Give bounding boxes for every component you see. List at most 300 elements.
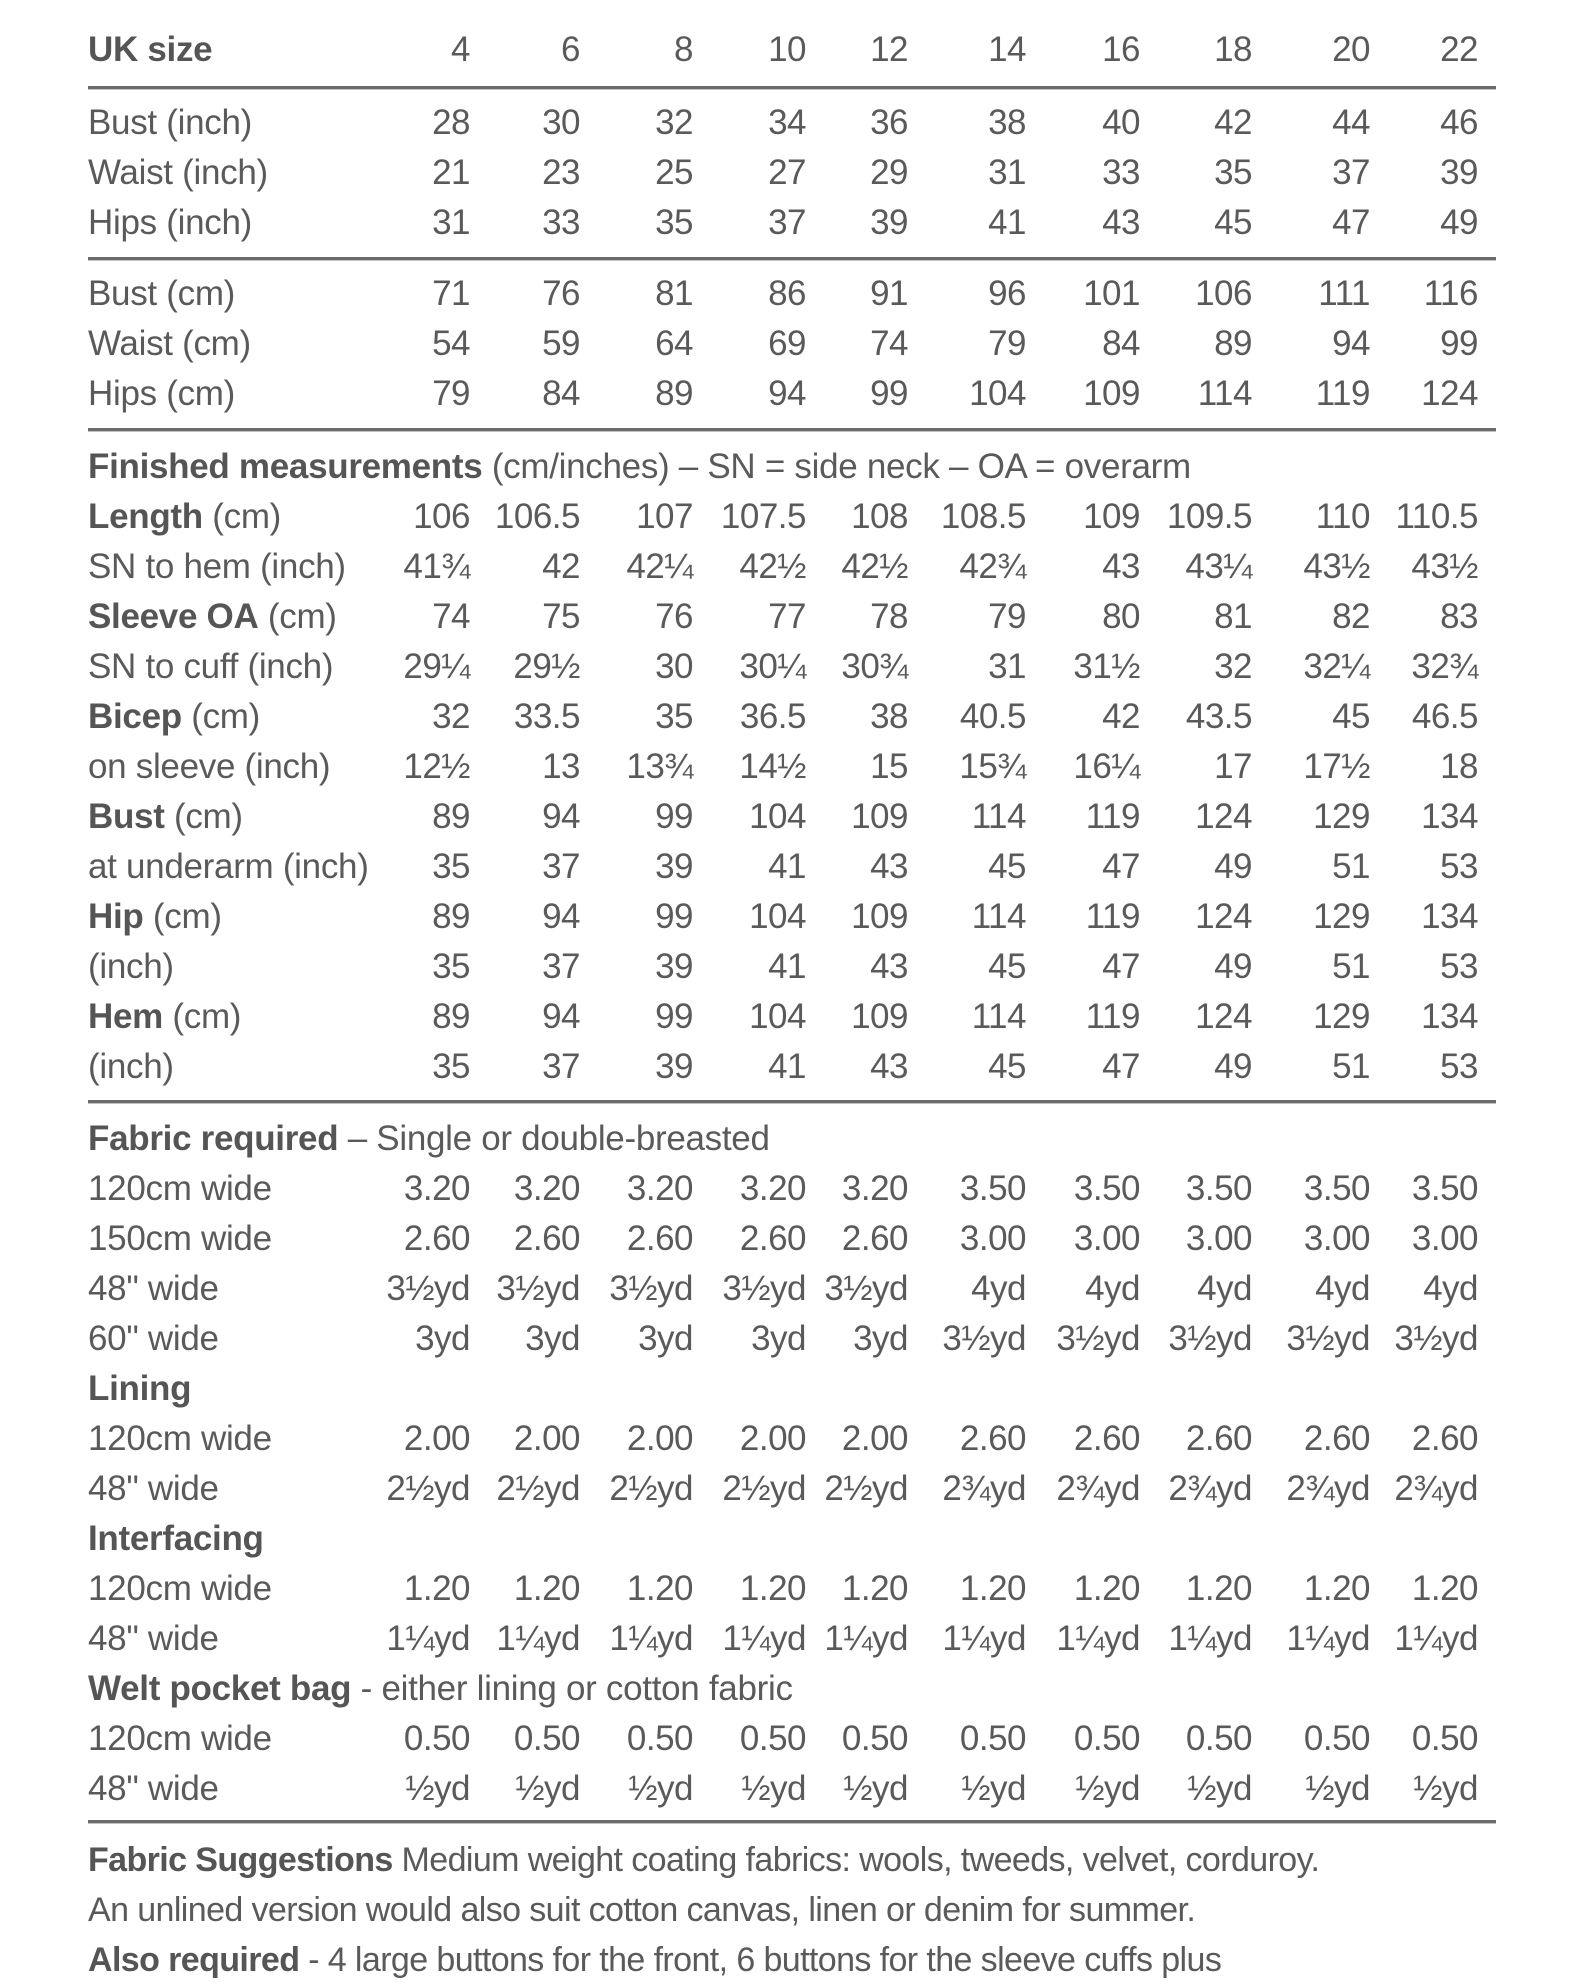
value-cell: 3.20 [739,1169,806,1208]
row-label [88,198,252,248]
value-cell: 4yd [971,1269,1026,1308]
value-cell: 41¾ [403,547,470,586]
value-cell: 71 [432,274,470,313]
value-cell: 39 [655,1047,693,1086]
row-label-text: SN to cuff (inch) [88,647,334,686]
interfacing-heading [88,1514,264,1564]
value-cell: 51 [1332,947,1370,986]
value-cell: 45 [988,947,1026,986]
value-cell: 1¼yd [386,1619,470,1658]
value-cell: ½yd [1075,1769,1140,1808]
value-cell: 119 [1085,997,1140,1036]
welt-title: Welt pocket bag [88,1669,352,1708]
value-cell: 2½yd [496,1469,580,1508]
fabric-suggestions [88,1835,1508,1885]
value-cell: 1.20 [1411,1569,1478,1608]
finished-measurements-heading [88,442,1191,492]
value-cell: 3.00 [1073,1219,1140,1258]
row-label [88,98,252,148]
value-cell: 31½ [1073,647,1140,686]
value-cell: 2½yd [609,1469,693,1508]
value-cell: 33 [1102,153,1140,192]
value-cell: 2.60 [959,1419,1026,1458]
value-cell: 119 [1085,897,1140,936]
value-cell: 0.50 [1185,1719,1252,1758]
value-cell: 109 [1083,497,1140,536]
value-cell: ½yd [1305,1769,1370,1808]
value-cell: 2½yd [722,1469,806,1508]
row-label-text: at underarm (inch) [88,847,369,886]
value-cell: 3.20 [841,1169,908,1208]
finished-title: Finished measurements [88,447,483,486]
value-cell: 44 [1332,103,1370,142]
value-cell: 0.50 [403,1719,470,1758]
value-cell: 2¾yd [1286,1469,1370,1508]
row-label [88,892,222,942]
value-cell: 33.5 [513,697,580,736]
finished-measurement-row [88,542,1498,592]
row-label-text: Hips (inch) [88,203,252,242]
value-cell: 30¼ [739,647,806,686]
value-cell: 0.50 [959,1719,1026,1758]
row-label [88,992,241,1042]
row-label-bold: Bust [88,797,165,836]
value-cell: 31 [432,203,470,242]
value-cell: 3yd [751,1319,806,1358]
value-cell: 89 [432,797,470,836]
row-label [88,492,281,542]
value-cell: 109 [851,797,908,836]
finished-measurement-row [88,1042,1498,1092]
value-cell: 110 [1315,497,1370,536]
size-cell: 22 [1440,30,1478,69]
row-label-text: 120cm wide [88,1719,272,1758]
value-cell: 13¾ [626,747,693,786]
also-required-title: Also required [88,1941,300,1979]
value-cell: 47 [1102,947,1140,986]
row-label-text: (cm) [202,497,282,536]
welt-pocket-row [88,1764,1498,1814]
value-cell: 2.60 [841,1219,908,1258]
value-cell: 47 [1102,847,1140,886]
value-cell: 40.5 [959,697,1026,736]
value-cell: 39 [1440,153,1478,192]
value-cell: 43 [870,847,908,886]
value-cell: 2¾yd [1168,1469,1252,1508]
row-label [88,692,260,742]
value-cell: 134 [1421,997,1478,1036]
value-cell: 42 [1102,697,1140,736]
value-cell: 101 [1083,274,1140,313]
value-cell: 0.50 [739,1719,806,1758]
value-cell: 3½yd [609,1269,693,1308]
value-cell: 17 [1214,747,1252,786]
value-cell: 1.20 [1185,1569,1252,1608]
value-cell: 1¼yd [1056,1619,1140,1658]
body-cm-row [88,319,1498,369]
value-cell: 49 [1214,947,1252,986]
value-cell: 16¼ [1073,747,1140,786]
value-cell: 77 [768,597,806,636]
value-cell: 2.60 [1303,1419,1370,1458]
row-label-bold: Sleeve OA [88,597,259,636]
row-label [88,1314,219,1364]
row-label [88,1414,272,1464]
value-cell: 0.50 [626,1719,693,1758]
row-label-text: (cm) [181,697,261,736]
finished-measurement-row [88,792,1498,842]
value-cell: 3yd [853,1319,908,1358]
value-cell: 89 [655,374,693,413]
value-cell: 3½yd [1394,1319,1478,1358]
value-cell: 42¼ [626,547,693,586]
body-inch-row [88,98,1498,148]
value-cell: 37 [542,847,580,886]
also-required-text: - 4 large buttons for the front, 6 buttons for the sleeve cuffs plus [299,1941,1222,1979]
value-cell: 39 [655,947,693,986]
value-cell: 99 [1440,324,1478,363]
fabric-subtitle: – Single or double-breasted [338,1119,770,1158]
value-cell: 3.50 [1411,1169,1478,1208]
body-inch-row [88,198,1498,248]
finished-measurement-row [88,992,1498,1042]
value-cell: 43½ [1411,547,1478,586]
value-cell: 84 [1102,324,1140,363]
value-cell: 29 [870,153,908,192]
row-label-text: 120cm wide [88,1169,272,1208]
value-cell: 2.00 [626,1419,693,1458]
value-cell: 64 [655,324,693,363]
value-cell: 129 [1313,897,1370,936]
value-cell: 79 [432,374,470,413]
value-cell: 107.5 [720,497,806,536]
value-cell: ½yd [628,1769,693,1808]
value-cell: 36.5 [739,697,806,736]
value-cell: 129 [1313,997,1370,1036]
value-cell: 3.20 [513,1169,580,1208]
row-label [88,742,330,792]
value-cell: 53 [1440,1047,1478,1086]
size-cell: 4 [451,30,470,69]
size-cell: 10 [768,30,806,69]
value-cell: 1.20 [403,1569,470,1608]
value-cell: 41 [768,947,806,986]
value-cell: 45 [1214,203,1252,242]
value-cell: 2.60 [739,1219,806,1258]
value-cell: 2.60 [513,1219,580,1258]
value-cell: 46 [1440,103,1478,142]
value-cell: 42 [1214,103,1252,142]
value-cell: 12½ [403,747,470,786]
value-cell: 79 [988,324,1026,363]
value-cell: 39 [870,203,908,242]
row-label-text: SN to hem (inch) [88,547,346,586]
value-cell: 94 [768,374,806,413]
value-cell: 94 [542,997,580,1036]
value-cell: 2.60 [1185,1419,1252,1458]
row-label [88,842,369,892]
value-cell: 13 [542,747,580,786]
value-cell: 2.60 [1073,1419,1140,1458]
value-cell: 0.50 [1303,1719,1370,1758]
row-label [88,1714,272,1764]
finished-measurement-row [88,892,1498,942]
value-cell: 1.20 [1073,1569,1140,1608]
value-cell: 37 [1332,153,1370,192]
fabric-row [88,1164,1498,1214]
value-cell: 33 [542,203,580,242]
value-cell: 3.00 [1303,1219,1370,1258]
value-cell: 43 [1102,547,1140,586]
value-cell: 4yd [1085,1269,1140,1308]
value-cell: 35 [432,1047,470,1086]
row-label-bold: Hem [88,997,163,1036]
row-label [88,269,235,319]
size-cell: 20 [1332,30,1370,69]
row-label-text: 150cm wide [88,1219,272,1258]
value-cell: 3½yd [386,1269,470,1308]
value-cell: 1.20 [513,1569,580,1608]
value-cell: 1¼yd [1286,1619,1370,1658]
value-cell: 47 [1102,1047,1140,1086]
fabric-row [88,1214,1498,1264]
uk-size-label: UK size [88,30,213,69]
value-cell: 76 [655,597,693,636]
value-cell: 46.5 [1411,697,1478,736]
value-cell: 49 [1214,1047,1252,1086]
value-cell: 114 [971,797,1026,836]
value-cell: 2.00 [841,1419,908,1458]
value-cell: 2½yd [386,1469,470,1508]
interfacing-title: Interfacing [88,1519,264,1558]
value-cell: 30 [542,103,580,142]
value-cell: 35 [432,847,470,886]
value-cell: ½yd [405,1769,470,1808]
value-cell: 2.60 [1411,1419,1478,1458]
welt-pocket-heading [88,1664,793,1714]
value-cell: 43.5 [1185,697,1252,736]
value-cell: 3.50 [959,1169,1026,1208]
value-cell: 3½yd [1168,1319,1252,1358]
value-cell: 3.50 [1303,1169,1370,1208]
row-label-bold: Bicep [88,697,182,736]
value-cell: 94 [1332,324,1370,363]
row-label-text: 48" wide [88,1269,219,1308]
value-cell: 2¾yd [1394,1469,1478,1508]
fabric-suggestions-line2: An unlined version would also suit cotton canvas, linen or denim for summer. [88,1891,1196,1929]
value-cell: 32¾ [1411,647,1478,686]
row-label-text: 48" wide [88,1769,219,1808]
value-cell: ½yd [843,1769,908,1808]
value-cell: 34 [768,103,806,142]
value-cell: 82 [1332,597,1370,636]
value-cell: 37 [542,947,580,986]
value-cell: 37 [768,203,806,242]
value-cell: 81 [655,274,693,313]
value-cell: 84 [542,374,580,413]
value-cell: 78 [870,597,908,636]
value-cell: 38 [870,697,908,736]
value-cell: 31 [988,647,1026,686]
value-cell: 2¾yd [942,1469,1026,1508]
value-cell: 45 [1332,697,1370,736]
welt-pocket-row [88,1714,1498,1764]
value-cell: 54 [432,324,470,363]
value-cell: 25 [655,153,693,192]
value-cell: 28 [432,103,470,142]
value-cell: 49 [1214,847,1252,886]
lining-title: Lining [88,1369,192,1408]
value-cell: 94 [542,797,580,836]
row-label-text: 120cm wide [88,1419,272,1458]
value-cell: ½yd [515,1769,580,1808]
value-cell: 42½ [841,547,908,586]
body-cm-row [88,369,1498,419]
row-label-text: (cm) [164,797,243,836]
value-cell: 32 [432,697,470,736]
value-cell: 1.20 [626,1569,693,1608]
row-label [88,1764,219,1814]
value-cell: 3yd [638,1319,693,1358]
value-cell: 42½ [739,547,806,586]
size-cell: 18 [1214,30,1252,69]
value-cell: 35 [432,947,470,986]
value-cell: 35 [655,203,693,242]
value-cell: 32 [655,103,693,142]
value-cell: 27 [768,153,806,192]
divider [88,428,1496,432]
value-cell: 104 [969,374,1026,413]
value-cell: 35 [655,697,693,736]
value-cell: 43 [870,947,908,986]
value-cell: 116 [1423,274,1478,313]
value-cell: 51 [1332,1047,1370,1086]
lining-heading [88,1364,191,1414]
value-cell: 29¼ [403,647,470,686]
welt-subtitle: - either lining or cotton fabric [351,1669,793,1708]
value-cell: 43 [1102,203,1140,242]
row-label-text: Hips (cm) [88,374,236,413]
value-cell: 104 [749,997,806,1036]
value-cell: 94 [542,897,580,936]
value-cell: 42¾ [959,547,1026,586]
row-label-text: 48" wide [88,1469,219,1508]
value-cell: 1.20 [739,1569,806,1608]
value-cell: 109 [851,897,908,936]
value-cell: 1¼yd [942,1619,1026,1658]
value-cell: 3½yd [722,1269,806,1308]
row-label-text: on sleeve (inch) [88,747,331,786]
row-label [88,1564,272,1614]
value-cell: 104 [749,797,806,836]
divider [88,1100,1496,1104]
value-cell: ½yd [741,1769,806,1808]
value-cell: 39 [655,847,693,886]
divider [88,257,1496,261]
value-cell: 30¾ [841,647,908,686]
value-cell: 114 [1197,374,1252,413]
value-cell: 29½ [513,647,580,686]
value-cell: 32 [1214,647,1252,686]
value-cell: 3.20 [403,1169,470,1208]
value-cell: 108.5 [940,497,1026,536]
value-cell: 89 [1214,324,1252,363]
value-cell: 69 [768,324,806,363]
value-cell: 0.50 [513,1719,580,1758]
value-cell: 3.50 [1073,1169,1140,1208]
value-cell: 15 [870,747,908,786]
value-cell: 1¼yd [496,1619,580,1658]
value-cell: 42 [542,547,580,586]
value-cell: 99 [870,374,908,413]
finished-measurement-row [88,492,1498,542]
value-cell: 3.50 [1185,1169,1252,1208]
row-label [88,792,243,842]
value-cell: 41 [988,203,1026,242]
fabric-row [88,1314,1498,1364]
value-cell: 74 [432,597,470,636]
value-cell: 0.50 [1411,1719,1478,1758]
value-cell: 114 [971,997,1026,1036]
finished-measurement-row [88,692,1498,742]
value-cell: 99 [655,797,693,836]
value-cell: 109 [1083,374,1140,413]
row-label [88,1042,174,1092]
row-label-bold: Length [88,497,203,536]
divider [88,86,1496,90]
value-cell: 106.5 [494,497,580,536]
value-cell: 106 [413,497,470,536]
value-cell: 91 [870,274,908,313]
value-cell: 15¾ [959,747,1026,786]
value-cell: 89 [432,897,470,936]
value-cell: 1.20 [959,1569,1026,1608]
value-cell: 45 [988,1047,1026,1086]
value-cell: 40 [1102,103,1140,142]
value-cell: 74 [870,324,908,363]
value-cell: 89 [432,997,470,1036]
value-cell: 99 [655,997,693,1036]
fabric-required-heading [88,1114,770,1164]
value-cell: 0.50 [1073,1719,1140,1758]
value-cell: 2½yd [824,1469,908,1508]
value-cell: 3yd [415,1319,470,1358]
value-cell: 1¼yd [1168,1619,1252,1658]
value-cell: 0.50 [841,1719,908,1758]
body-inch-row [88,148,1498,198]
value-cell: 3½yd [496,1269,580,1308]
value-cell: 79 [988,597,1026,636]
value-cell: 31 [988,153,1026,192]
value-cell: 134 [1421,797,1478,836]
row-label-text: Waist (cm) [88,324,251,363]
row-label [88,942,174,992]
value-cell: 3yd [525,1319,580,1358]
row-label-text: (inch) [88,1047,174,1086]
row-label-text: Bust (inch) [88,103,252,142]
fabric-suggestions-title: Fabric Suggestions [88,1841,393,1879]
row-label-text: 120cm wide [88,1569,272,1608]
fabric-title: Fabric required [88,1119,339,1158]
row-label-text: (cm) [143,897,222,936]
value-cell: 124 [1421,374,1478,413]
value-cell: 2.60 [626,1219,693,1258]
value-cell: 104 [749,897,806,936]
value-cell: 35 [1214,153,1252,192]
value-cell: 18 [1440,747,1478,786]
value-cell: 107 [636,497,693,536]
fabric-suggestions-text: Medium weight coating fabrics: wools, tweeds, velvet, corduroy. [392,1841,1320,1879]
